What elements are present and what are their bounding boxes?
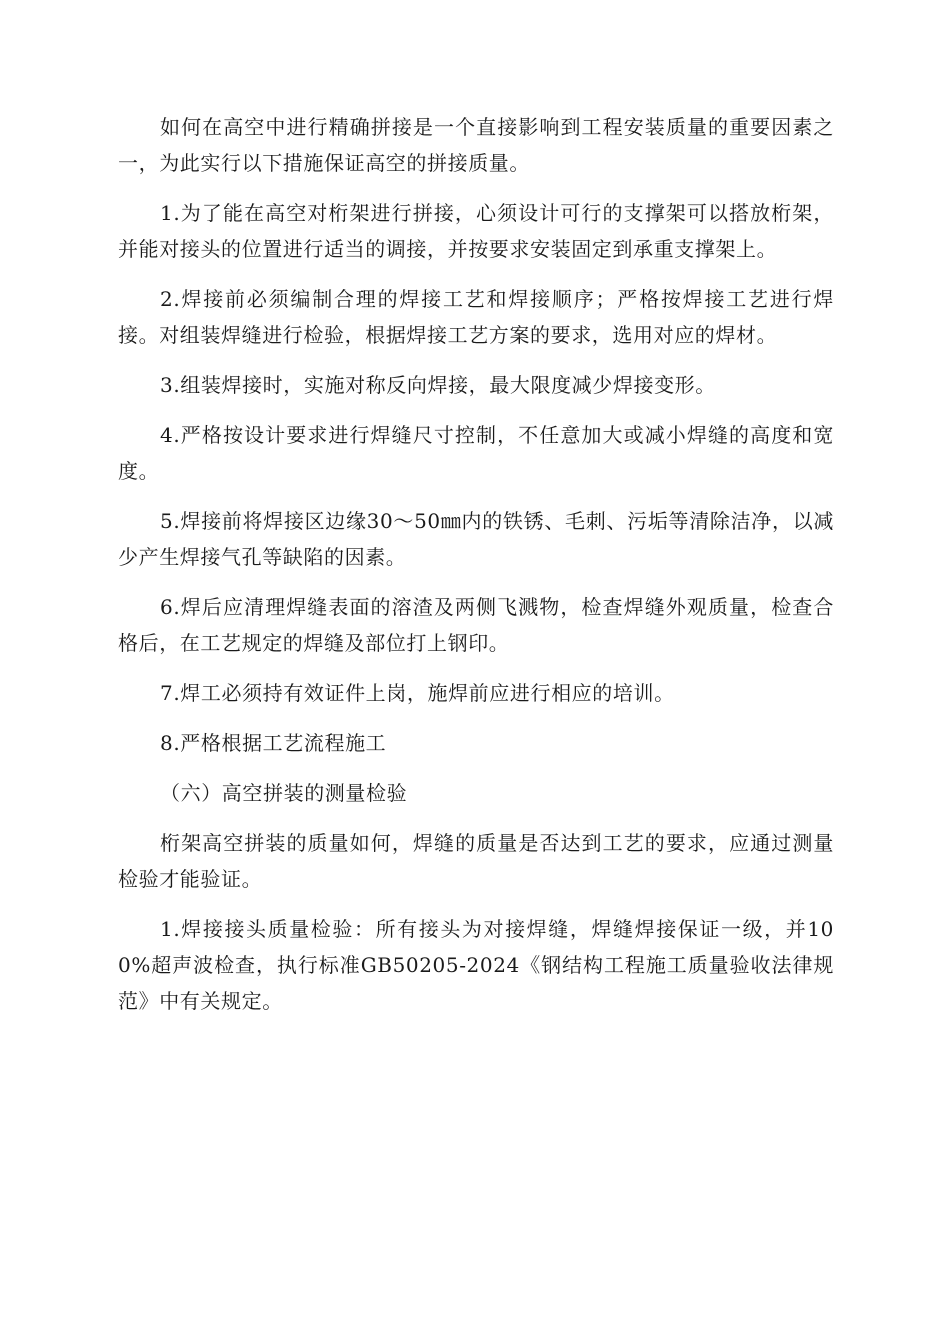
intro-paragraph: 如何在高空中进行精确拼接是一个直接影响到工程安装质量的重要因素之一，为此实行以下措施保证高空的拼接质量。 xyxy=(118,115,834,175)
measure-item-5: 5.焊接前将焊接区边缘30～50㎜内的铁锈、毛刺、污垢等清除洁净，以减少产生焊接气孔等缺陷的因素。 xyxy=(118,509,834,569)
document-body xyxy=(118,109,834,1033)
measure-item-2: 2.焊接前必须编制合理的焊接工艺和焊接顺序；严格按焊接工艺进行焊接。对组装焊缝进行检验，根据焊接工艺方案的要求，选用对应的焊材。 xyxy=(118,287,834,347)
section-heading: （六）高空拼装的测量检验 xyxy=(160,781,408,805)
measure-item-8: 8.严格根据工艺流程施工 xyxy=(160,731,387,755)
inspection-item-1: 1.焊接接头质量检验：所有接头为对接焊缝，焊缝焊接保证一级，并100%超声波检查，执行标准GB50205-2024《钢结构工程施工质量验收法律规范》中有关规定。 xyxy=(118,917,834,1013)
measure-item-6: 6.焊后应清理焊缝表面的溶渣及两侧飞溅物，检查焊缝外观质量，检查合格后，在工艺规定的焊缝及部位打上钢印。 xyxy=(118,595,834,655)
measure-item-1: 1.为了能在高空对桁架进行拼接，心须设计可行的支撑架可以搭放桁架，并能对接头的位置进行适当的调接，并按要求安装固定到承重支撑架上。 xyxy=(118,201,834,261)
measure-item-3: 3.组装焊接时，实施对称反向焊接，最大限度减少焊接变形。 xyxy=(160,373,716,397)
measure-item-4: 4.严格按设计要求进行焊缝尺寸控制，不任意加大或减小焊缝的高度和宽度。 xyxy=(118,423,834,483)
section-intro-paragraph: 桁架高空拼装的质量如何，焊缝的质量是否达到工艺的要求，应通过测量检验才能验证。 xyxy=(118,831,834,891)
measure-item-7: 7.焊工必须持有效证件上岗，施焊前应进行相应的培训。 xyxy=(160,681,675,705)
